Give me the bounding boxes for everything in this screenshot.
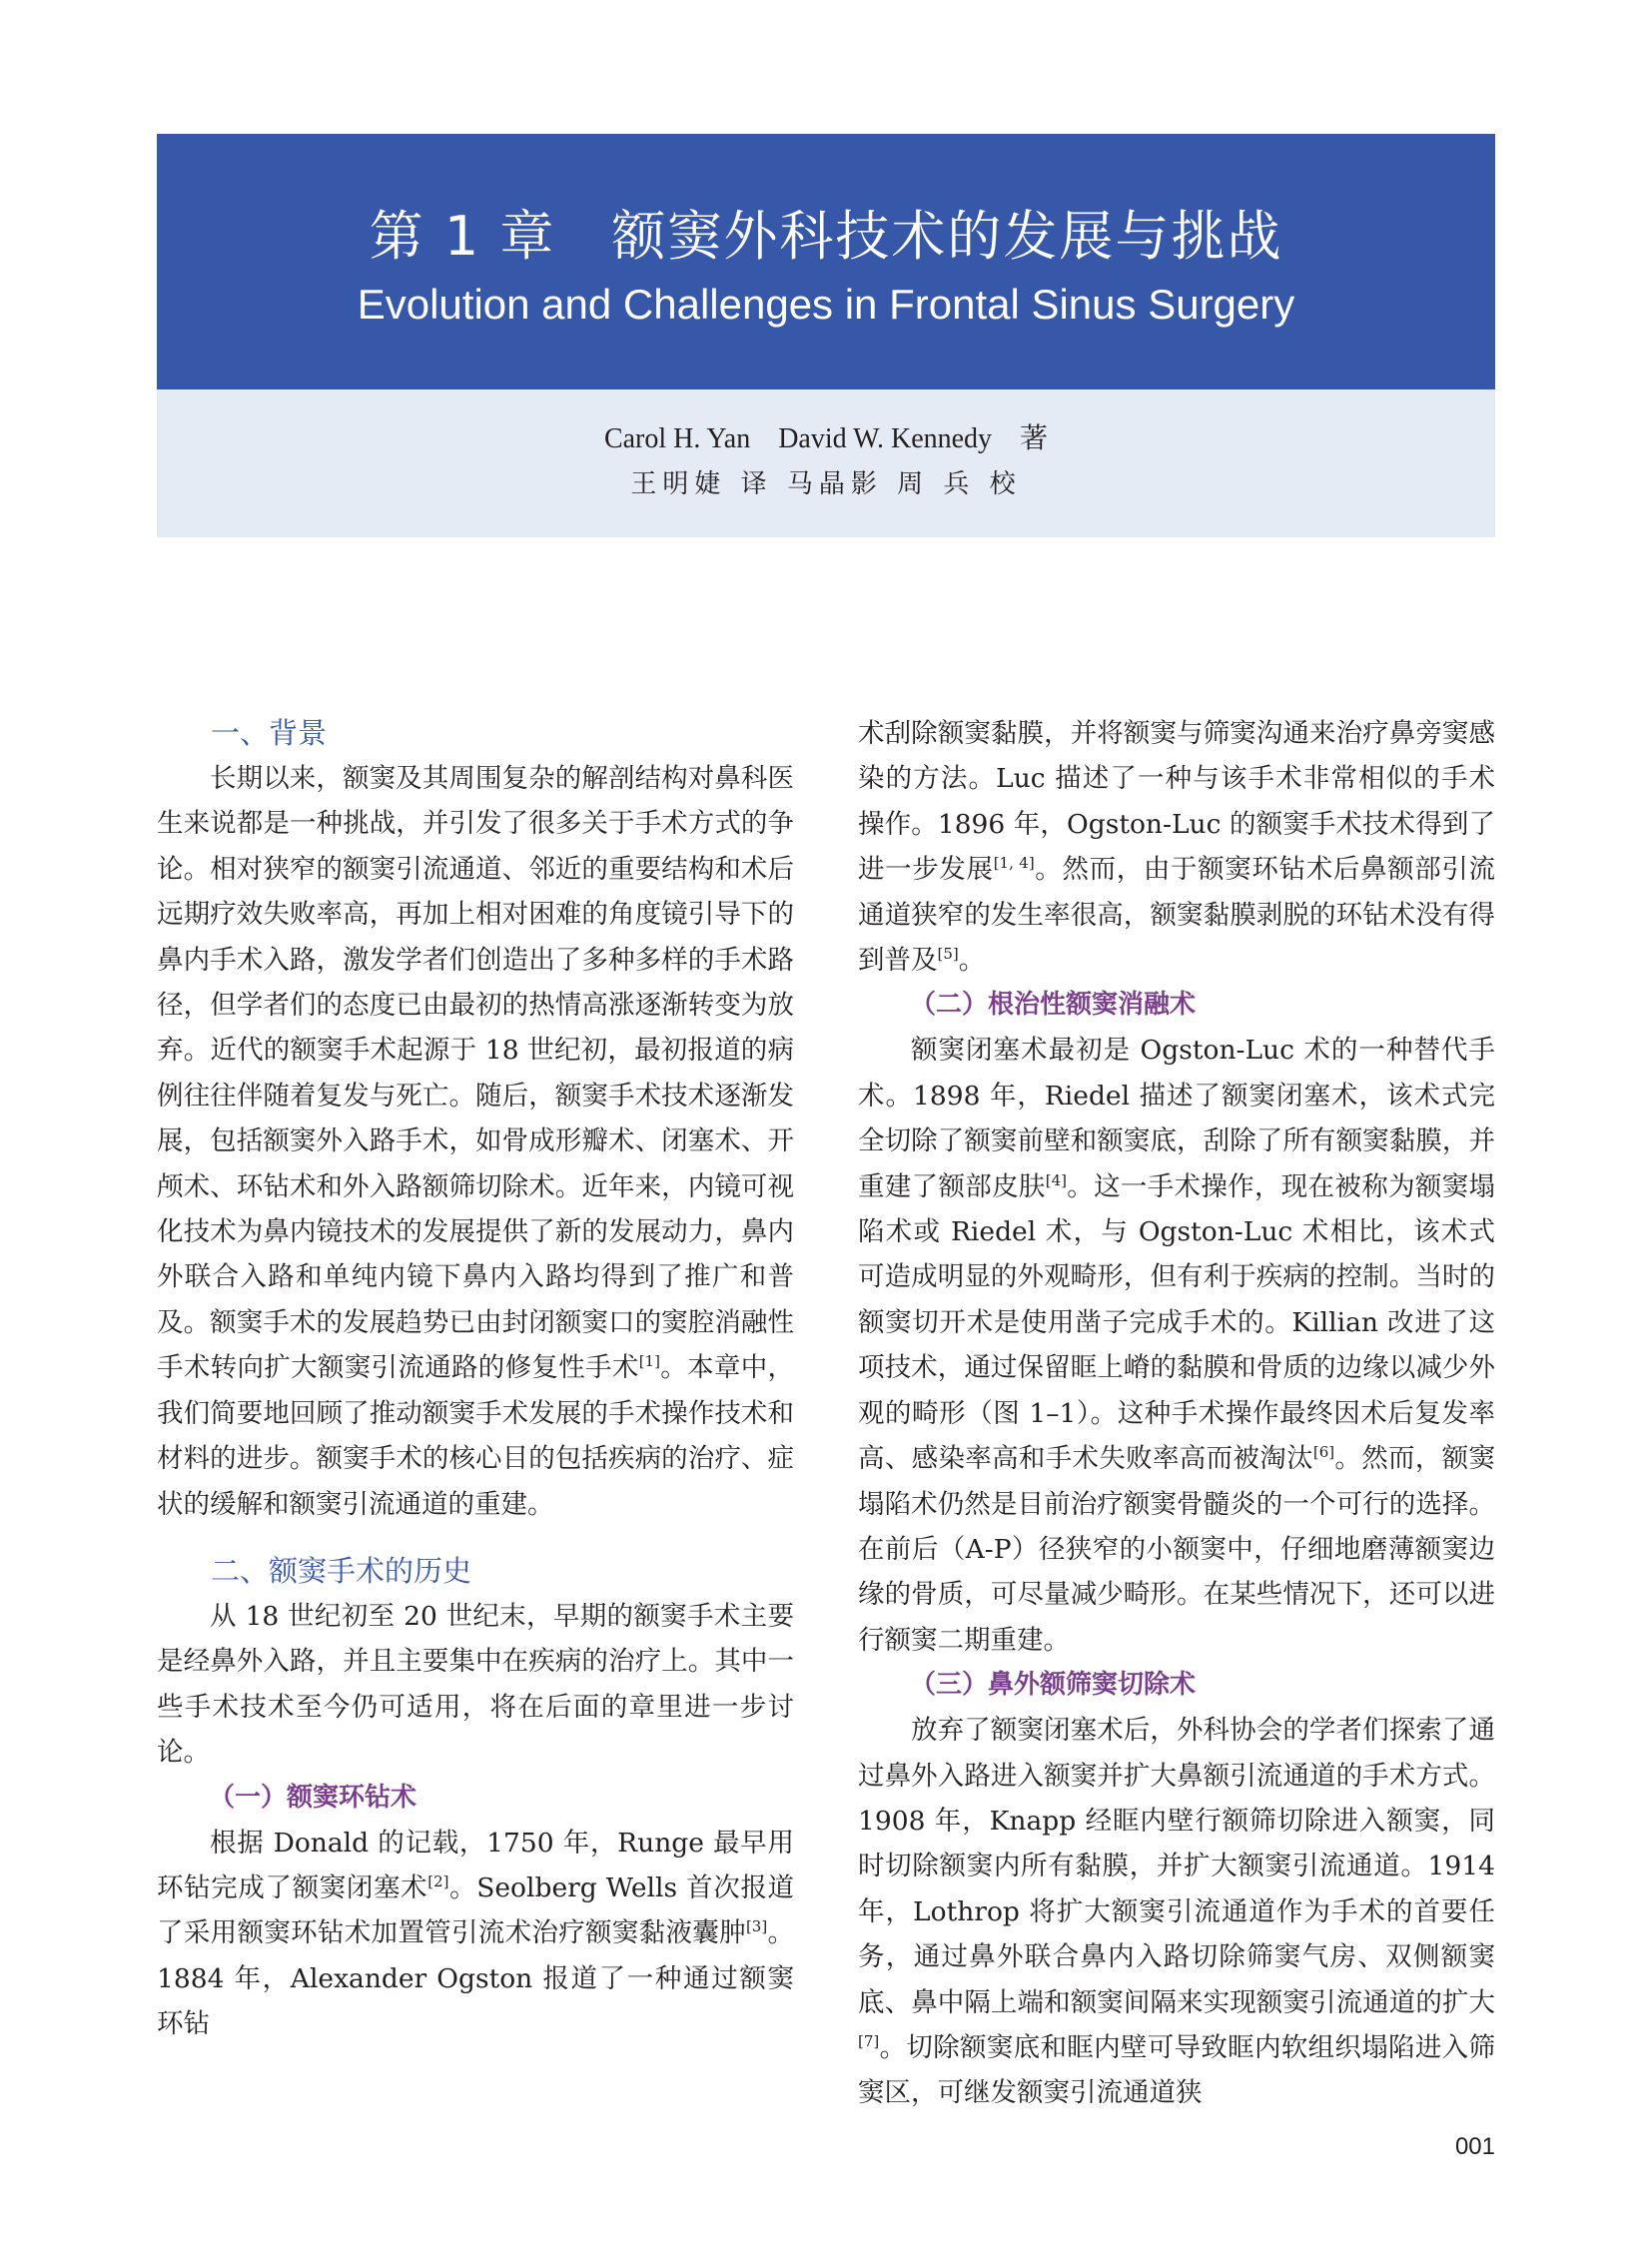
paragraph [858,1028,1495,1663]
text-run: 放弃了额窦闭塞术后，外科协会的学者们探索了通过鼻外入路进入额窦并扩大鼻额引流通道的手术方式。1908 年，Knapp 经眶内壁行额筛切除进入额窦，同时切除额窦内所有黏膜，并扩大额窦引流通道。1914 年，Lothrop 将扩大额窦引流通道作为手术的首要任务，通过鼻外联合鼻内入路切除筛窦气房、双侧额窦底、鼻中隔上端和额窦间隔来实现额窦引流通道的扩大 [858,1715,1495,2018]
citation[interactable]: [6] [1312,1443,1335,1462]
text-run: 。Seolberg Wells 首次报道了采用额窦环钻术加置管引流术治疗额窦黏液囊肿 [157,1871,795,1949]
text-run: 额窦闭塞术最初是 Ogston-Luc 术的一种替代手术。1898 年，Riedel 描述了额窦闭塞术，该术式完全切除了额窦前壁和额窦底，刮除了所有额窦黏膜，并重建了额部皮肤 [858,1035,1495,1202]
subsection-heading-ethmoidectomy: （三）鼻外额筛窦切除术 [910,1670,1197,1701]
text-run: 。这一手术操作，现在被称为额窦塌陷术或 Riedel 术，与 Ogston-Luc 术相比，该术式可造成明显的外观畸形，但有利于疾病的控制。当时的额窦切开术是使用凿子完成手术的。Killian 改进了这项技术，通过保留眶上嵴的黏膜和骨质的边缘以减少外观的畸形（图 1–1）。这种手术操作最终因术后复发率高、感染率高和手术失败率高而被淘汰 [858,1170,1496,1475]
citation[interactable]: [7] [858,2032,880,2051]
citation[interactable]: [3] [745,1917,768,1936]
text-run: 根据 Donald 的记载，1750 年，Runge 最早用环钻完成了额窦闭塞术 [157,1827,794,1903]
section-heading-history: 二、额窦手术的历史 [211,1553,472,1588]
paragraph [858,711,1495,983]
subsection-heading-ablation: （二）根治性额窦消融术 [910,990,1197,1021]
text-run: 。 [958,945,986,977]
citation[interactable]: [5] [937,945,959,964]
left-column [157,711,794,2047]
citation[interactable]: [4] [1045,1170,1067,1189]
chapter-title-en: Evolution and Challenges in Frontal Sinus Surgery [357,281,1295,328]
authors-line: Carol H. Yan David W. Kennedy 著 [603,423,1049,454]
paragraph [858,1708,1495,2116]
subsection-heading-trephination: （一）额窦环钻术 [209,1782,417,1813]
text-run: 。然而，由于额窦环钻术后鼻额部引流通道狭窄的发生率很高，额窦黏膜剥脱的环钻术没有得到普及 [858,854,1496,977]
text-run: 术刮除额窦黏膜，并将额窦与筛窦沟通来治疗鼻旁窦感染的方法。Luc 描述了一种与该手术非常相似的手术操作。1896 年，Ogston-Luc 的额窦手术技术得到了进一步发展 [858,718,1495,886]
paragraph: 从 18 世纪初至 20 世纪末，早期的额窦手术主要是经鼻外入路，并且主要集中在疾病的治疗上。其中一些手术技术至今仍可适用，将在后面的章里进一步讨论。 [157,1600,794,1769]
right-column [858,711,1495,2116]
text-run: 长期以来，额窦及其周围复杂的解剖结构对鼻科医生来说都是一种挑战，并引发了很多关于手术方式的争论。相对狭窄的额窦引流通道、邻近的重要结构和术后远期疗效失败率高，再加上相对困难的角度镜引导下的鼻内手术入路，激发学者们创造出了多种多样的手术路径，但学者们的态度已由最初的热情高涨逐渐转变为放弃。近代的额窦手术起源于 18 世纪初，最初报道的病例往往伴随着复发与死亡。随后，额窦手术技术逐渐发展，包括额窦外入路手术，如骨成形瓣术、闭塞术、开颅术、环钻术和外入路额筛切除术。近年来，内镜可视化技术为鼻内镜技术的发展提供了新的发展动力，鼻内外联合入路和单纯内镜下鼻内入路均得到了推广和普及。额窦手术的发展趋势已由封闭额窦口的窦腔消融性手术转向扩大额窦引流通路的修复性手术 [157,763,794,1384]
section-heading-background: 一、背景 [211,716,328,750]
paragraph [157,1821,794,2047]
text-run: 。然而，额窦塌陷术仍然是目前治疗额窦骨髓炎的一个可行的选择。在前后（A-P）径狭窄的小额窦中，仔细地磨薄额窦边缘的骨质，可尽量减少畸形。在某些情况下，还可以进行额窦二期重建。 [858,1443,1496,1656]
citation[interactable]: [2] [427,1872,449,1891]
paragraph [157,756,794,1527]
text-run: 。本章中，我们简要地回顾了推动额窦手术发展的手术操作技术和材料的进步。额窦手术的核心目的包括疾病的治疗、症状的缓解和额窦引流通道的重建。 [157,1352,795,1520]
chapter-title-zh: 第 1 章 额窦外科技术的发展与挑战 [369,205,1283,268]
text-run: 。1884 年，Alexander Ogston 报道了一种通过额窦环钻 [157,1917,795,2040]
chapter-banner [157,134,1495,389]
translators-line: 王明婕 译 马晶影 周 兵 校 [630,469,1022,499]
citation[interactable]: [1] [638,1352,660,1371]
credits-block [157,389,1495,537]
citation[interactable]: [1, 4] [993,854,1035,873]
page-number: 001 [1454,2133,1495,2160]
text-run: 。切除额窦底和眶内壁可导致眶内软组织塌陷进入筛窦区，可继发额窦引流通道狭 [858,2031,1495,2109]
